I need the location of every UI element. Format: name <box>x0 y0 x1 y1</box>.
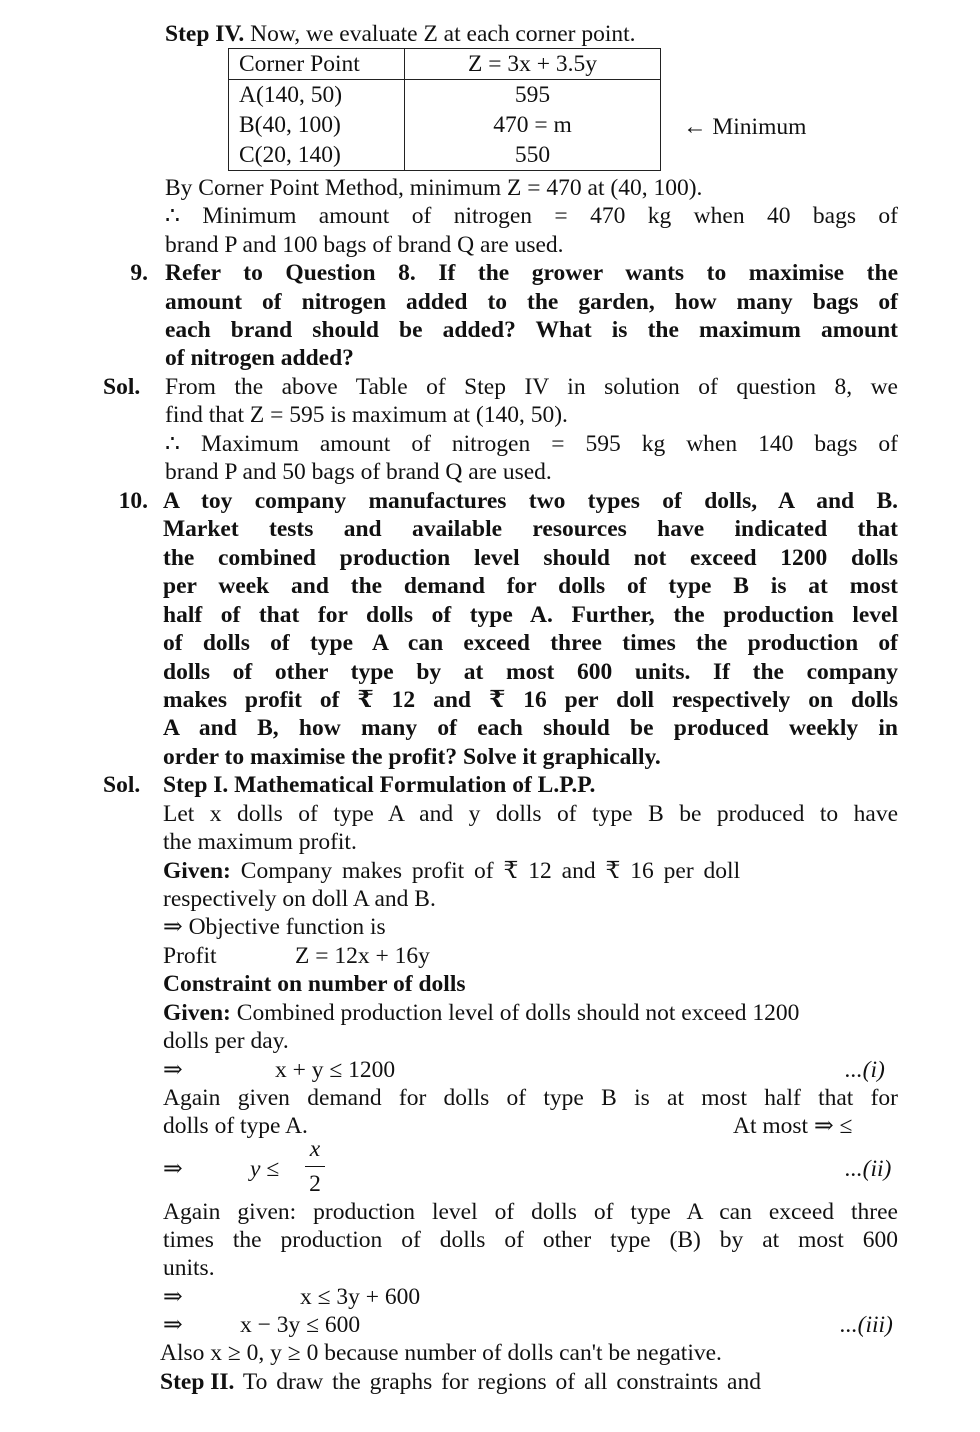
table-cell <box>405 110 661 140</box>
table-row <box>229 80 661 111</box>
equation-2-lhs: y ≤ <box>250 1156 280 1182</box>
solution-text-line: Again given: production level of dolls of type A can exceed three <box>163 1199 898 1225</box>
step4-text: Now, we evaluate Z at each corner point. <box>244 21 636 47</box>
equation-tag: ...(ii) <box>845 1156 892 1182</box>
solution-label: Sol. <box>103 374 141 400</box>
equation-tag: ...(iii) <box>840 1312 893 1338</box>
solution-text-line: Let x dolls of type A and y dolls of type B be produced to have <box>163 801 898 827</box>
objective-line: ⇒ Objective function is <box>163 914 386 940</box>
solution-text-line: respectively on doll A and B. <box>163 886 436 912</box>
table-cell-value: 470 = m <box>493 112 572 138</box>
table-header-row <box>229 49 661 80</box>
question-text-line: amount of nitrogen added to the garden, how many bags of <box>165 289 898 315</box>
given-label: Given: <box>163 858 231 884</box>
question-text-line: A and B, how many of each should be produced weekly in <box>163 715 898 741</box>
implies-arrow: ⇒ <box>163 1057 183 1083</box>
table-cell: A(140, 50) <box>229 80 405 111</box>
solution-text-line: times the production of dolls of other type (B) by at most 600 <box>163 1227 898 1253</box>
question-text-line: order to maximise the profit? Solve it graphically. <box>163 744 661 770</box>
solution-text-line: ∴ Maximum amount of nitrogen = 595 kg when 140 bags of <box>165 431 898 457</box>
given-line <box>163 999 799 1027</box>
table-cell: 550 <box>405 140 661 171</box>
question-text-line: makes profit of ₹ 12 and ₹ 16 per doll respectively on dolls <box>163 687 898 713</box>
solution-text-line: From the above Table of Step IV in solution of question 8, we <box>165 374 898 400</box>
question-text-line: A toy company manufactures two types of dolls, A and B. <box>163 488 898 514</box>
table-row <box>229 140 661 171</box>
table-header-cell: Corner Point <box>229 49 405 80</box>
profit-equation: Z = 12x + 16y <box>295 943 430 969</box>
question-text-line: of dolls of type A can exceed three times the production of <box>163 630 898 656</box>
table-cell: 595 <box>405 80 661 111</box>
given-text: Combined production level of dolls should not exceed 1200 <box>230 1000 800 1026</box>
step2-text: To draw the graphs for regions of all constraints and <box>234 1369 761 1395</box>
nonnegativity-line: Also x ≥ 0, y ≥ 0 because number of dolls can't be negative. <box>160 1340 722 1366</box>
solution-text-line: dolls per day. <box>163 1028 289 1054</box>
implies-arrow: ⇒ <box>163 1284 183 1310</box>
q8-conclusion-line: By Corner Point Method, minimum Z = 470 at (40, 100). <box>165 175 703 201</box>
solution-text-line: dolls of type A. <box>163 1113 308 1139</box>
question-number: 9. <box>130 260 148 286</box>
equation-3b: x − 3y ≤ 600 <box>240 1312 361 1338</box>
solution-text-line: units. <box>163 1255 215 1281</box>
question-text-line: Market tests and available resources have indicated that <box>163 516 898 542</box>
solution-text-line: brand P and 50 bags of brand Q are used. <box>165 459 552 485</box>
equation-tag: ...(i) <box>845 1057 885 1083</box>
constraint-heading: Constraint on number of dolls <box>163 971 466 997</box>
implies-arrow: ⇒ <box>163 1312 183 1338</box>
step4-line <box>165 20 636 48</box>
solution-text-line: find that Z = 595 is maximum at (140, 50). <box>165 402 568 428</box>
question-text-line: of nitrogen added? <box>165 345 354 371</box>
given-text: Company makes profit of ₹ 12 and ₹ 16 per doll <box>230 858 741 884</box>
solution-text-line: Again given demand for dolls of type B is at most half that for <box>163 1085 898 1111</box>
equation-1: x + y ≤ 1200 <box>275 1057 396 1083</box>
given-line <box>163 857 898 885</box>
corner-point-table <box>228 48 661 171</box>
table-cell: C(20, 140) <box>229 140 405 171</box>
equation-3a: x ≤ 3y + 600 <box>300 1284 421 1310</box>
step4-heading: Step IV. <box>165 21 245 47</box>
table-header-cell: Z = 3x + 3.5y <box>405 49 661 80</box>
q8-conclusion-line: brand P and 100 bags of brand Q are used. <box>165 232 564 258</box>
question-text-line: the combined production level should not exceed 1200 dolls <box>163 545 898 571</box>
minimum-note: ← Minimum <box>683 114 807 140</box>
solution-label: Sol. <box>103 772 141 798</box>
profit-label: Profit <box>163 943 217 969</box>
question-text-line: each brand should be added? What is the maximum amount <box>165 317 898 343</box>
question-text-line: per week and the demand for dolls of type B is at most <box>163 573 898 599</box>
fraction-denominator: 2 <box>309 1171 321 1197</box>
question-text-line: dolls of other type by at most 600 units. If the company <box>163 659 898 685</box>
table-row <box>229 110 661 140</box>
given-label: Given: <box>163 1000 231 1026</box>
fraction-numerator: x <box>309 1136 321 1162</box>
solution-text-line: the maximum profit. <box>163 829 357 855</box>
question-text-line: Refer to Question 8. If the grower wants to maximise the <box>165 260 898 286</box>
step2-line <box>160 1368 898 1396</box>
table-cell: B(40, 100) <box>229 110 405 140</box>
fraction-bar <box>305 1166 325 1167</box>
question-number: 10. <box>118 488 148 514</box>
question-text-line: half of that for dolls of type A. Further, the production level <box>163 602 898 628</box>
step2-label: Step II. <box>160 1369 235 1395</box>
q8-conclusion-line: ∴ Minimum amount of nitrogen = 470 kg when 40 bags of <box>165 203 898 229</box>
step-heading: Step I. Mathematical Formulation of L.P.P. <box>163 772 596 798</box>
at-most-note: At most ⇒ ≤ <box>733 1113 853 1139</box>
implies-arrow: ⇒ <box>163 1156 183 1182</box>
